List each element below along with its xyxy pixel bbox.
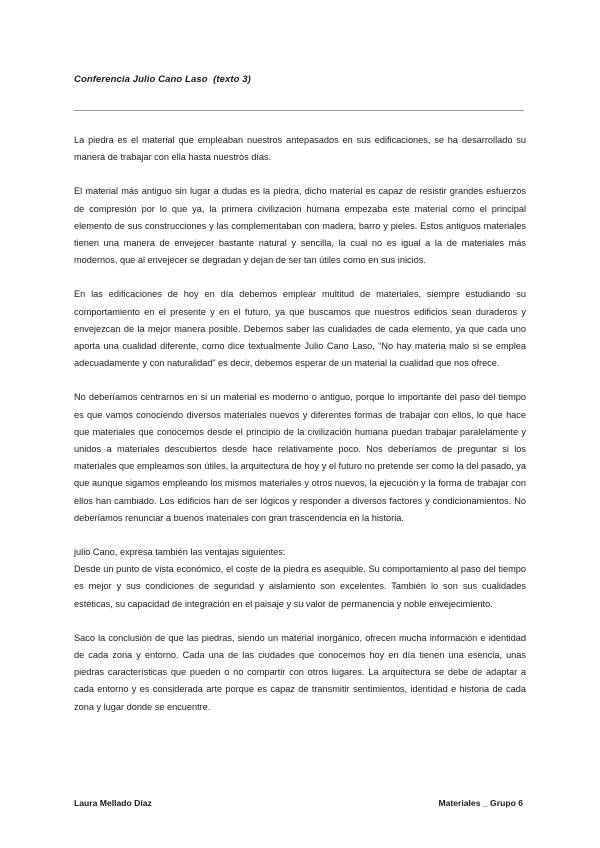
header-divider [74, 110, 524, 111]
footer-course: Materiales _ Grupo 6 [438, 798, 523, 808]
conclusion-paragraph: Saco la conclusión de que las piedras, siendo un material inorgánico, ofrecen mucha información e identidad de cada zona y entorno. Cada una de las ciudades que conocemos hoy en día tienen una esencia, unas piedras características que pueden o no compartir con otros lugares. La arquitectura se debe de adaptar a cada entorno y es considerada arte porque es capaz de transmitir sentimientos, identidad e historia de cada zona y lugar donde se encuentre. [74, 632, 526, 712]
paragraph-3: En las edificaciones de hoy en día debemos emplear multitud de materiales, siempre estudiando su comportamiento en el presente y en el futuro, ya que buscamos que nuestros edificios sean duraderos y envejezcan de la mejor manera posible. Debemos saber las cualidades de cada elemento, ya que cada uno aporta una cualidad diferente, como dice textualmente Julio Cano Laso, “No hay materia malo si se emplea adecuadamente y con naturalidad” es decir, debemos esperar de un material la cualidad que nos ofrece. [74, 289, 526, 369]
document-body [74, 132, 526, 733]
paragraph-1: La piedra es el material que empleaban nuestros antepasados en sus edificaciones, se ha desarrollado su manera de trabajar con ella hasta nuestros días. [74, 135, 526, 163]
advantages-paragraph [74, 544, 526, 613]
paragraph-2: El material más antiguo sin lugar a dudas es la piedra, dicho material es capaz de resistir grandes esfuerzos de compresión por lo que ya, la primera civilización humana empezaba este material como el principal elemento de sus construcciones y las complementaban con madera, barro y pieles. Estos antiguos materiales tienen una manera de envejecer bastante natural y sencilla, la cual no es igual a la de materiales más modernos, que al envejecer se degradan y dejan de ser tan útiles como en sus inicios. [74, 186, 526, 266]
advantages-body: Desde un punto de vista económico, el coste de la piedra es asequible. Su comportamiento al paso del tiempo es mejor y sus condiciones de seguridad y aislamiento son excelentes. También lo son sus cualidades estéticas, su capacidad de integración en el paisaje y su valor de permanencia y noble envejecimiento. [74, 564, 526, 609]
paragraph-4: No deberíamos centrarnos en si un material es moderno o antiguo, porque lo importante del paso del tiempo es que vamos conociendo diversos materiales nuevos y diferentes formas de trabajar con ellos, lo que hace que materiales que conocemos desde el principio de la civilización humana puedan trabajar paralelamente y unidos a materiales descubiertos desde hace relativamente poco. Nos deberíamos de preguntar si los materiales que empleamos son útiles, la arquitectura de hoy y el futuro no pretende ser como la del pasado, ya que aunque sigamos empleando los mismos materiales y otros nuevos, la ejecución y la forma de trabajar con ellos han cambiado. Los edificios han de ser lógicos y responder a diversos factores y condicionamientos. No deberíamos renunciar a buenos materiales con gran trascendencia en la historia. [74, 392, 526, 523]
footer-author: Laura Mellado Díaz [74, 798, 152, 808]
advantages-intro: julio Cano, expresa también las ventajas siguientes: [74, 547, 286, 558]
document-header-title: Conferencia Julio Cano Laso (texto 3) [74, 74, 251, 85]
